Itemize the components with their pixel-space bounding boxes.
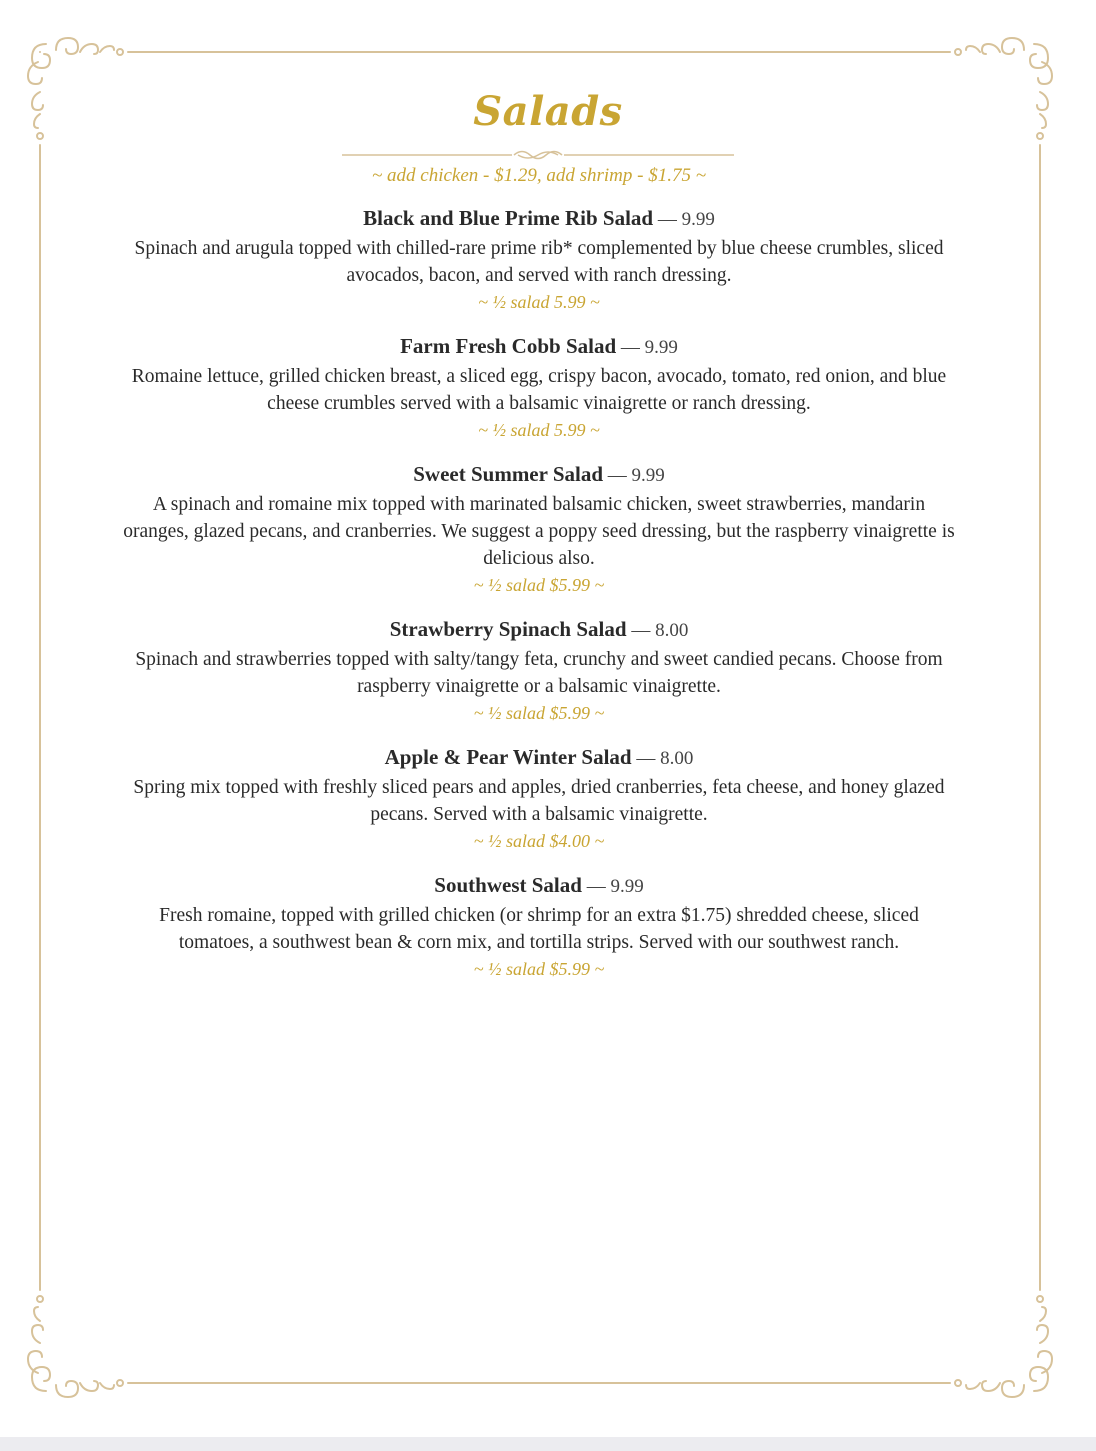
half-salad-price: ~ ½ salad $4.00 ~ (473, 831, 605, 851)
item-description: Spring mix topped with freshly sliced pears and apples, dried cranberries, feta cheese, and honey glazed pecans. Served with a balsamic vinaigrette. (133, 777, 945, 825)
item-price: — 9.99 (616, 337, 678, 358)
item-heading (120, 203, 958, 235)
item-heading (120, 870, 958, 902)
item-price: — 9.99 (603, 465, 665, 486)
half-salad-price: ~ ½ salad $5.99 ~ (473, 575, 605, 595)
item-description: Spinach and strawberries topped with salty/tangy feta, crunchy and sweet candied pecans. Choose from raspberry vinaigrette or a balsamic vinaigrette. (135, 649, 943, 697)
item-price: — 8.00 (626, 620, 689, 641)
item-name: Apple & Pear Winter Salad (384, 745, 632, 769)
item-description: Fresh romaine, topped with grilled chicken (or shrimp for an extra $1.75) shredded cheese, sliced tomatoes, a southwest bean & corn mix, and tortilla strips. Served with our southwest ranch. (159, 905, 919, 953)
menu-item (120, 870, 958, 982)
half-salad-price: ~ ½ salad 5.99 ~ (478, 420, 600, 440)
salad-list (120, 203, 958, 982)
menu-item (120, 614, 958, 726)
item-name: Southwest Salad (434, 873, 582, 897)
item-description: Romaine lettuce, grilled chicken breast, a sliced egg, crispy bacon, avocado, tomato, red onion, and blue cheese crumbles served with a balsamic vinaigrette or ranch dressing. (131, 366, 947, 414)
half-salad-price: ~ ½ salad $5.99 ~ (473, 703, 605, 723)
item-name: Strawberry Spinach Salad (389, 617, 627, 641)
item-heading (120, 331, 958, 363)
item-description: Spinach and arugula topped with chilled-rare prime rib* complemented by blue cheese crumbles, sliced avocados, bacon, and served with ranch dressing. (134, 238, 944, 286)
menu-item (120, 203, 958, 315)
half-salad-price: ~ ½ salad 5.99 ~ (478, 292, 600, 312)
item-price: — 9.99 (653, 209, 715, 230)
addons-note: ~ add chicken - $1.29, add shrimp - $1.75 ~ (371, 165, 706, 186)
item-name: Sweet Summer Salad (413, 462, 604, 486)
half-salad-price: ~ ½ salad $5.99 ~ (473, 959, 605, 979)
menu-title: Salads (473, 88, 623, 135)
item-heading (120, 459, 958, 491)
item-name: Black and Blue Prime Rib Salad (363, 206, 654, 230)
item-description: A spinach and romaine mix topped with marinated balsamic chicken, sweet strawberries, mandarin oranges, glazed pecans, and cranberries. We suggest a poppy seed dressing, but the raspberry vinaigrette is delicious also. (123, 494, 955, 569)
menu-item (120, 459, 958, 598)
item-name: Farm Fresh Cobb Salad (400, 334, 617, 358)
menu-item (120, 742, 958, 854)
menu-item (120, 331, 958, 443)
title-divider (342, 144, 734, 164)
item-price: — 9.99 (581, 876, 644, 897)
item-heading (120, 614, 958, 646)
item-heading (120, 742, 958, 774)
item-price: — 8.00 (631, 748, 694, 769)
